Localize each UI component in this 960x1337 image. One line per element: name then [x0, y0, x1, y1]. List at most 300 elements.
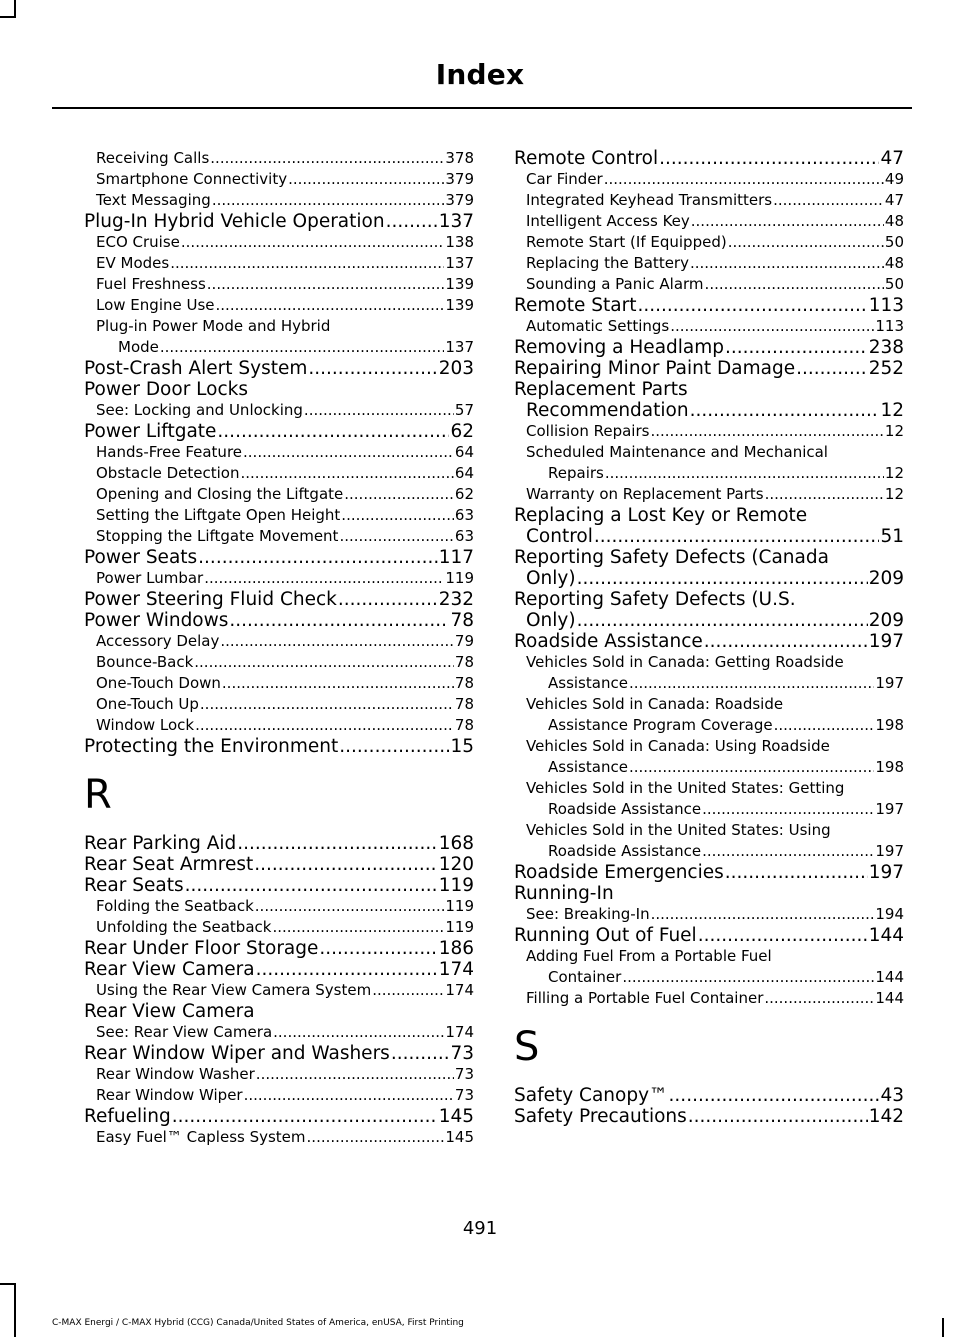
crop-mark: [0, 1283, 16, 1285]
index-page-ref: 120: [438, 854, 474, 875]
index-entry: [84, 736, 474, 757]
index-page-ref: 12: [884, 485, 904, 503]
index-subentry: [514, 652, 904, 694]
dot-leader: [659, 148, 879, 169]
index-subentry: [514, 946, 904, 988]
header-divider: [52, 107, 912, 109]
index-subentry: [514, 316, 904, 337]
index-entry: [84, 938, 474, 959]
dot-leader: [728, 232, 884, 253]
index-page-ref: 198: [875, 716, 904, 734]
dot-leader: [160, 337, 444, 358]
index-page-ref: 198: [875, 758, 904, 776]
index-entry-text: Remote Control: [514, 148, 659, 169]
index-entry-text: Roadside Assistance: [548, 842, 702, 860]
dot-leader: [604, 169, 884, 190]
dot-leader: [577, 610, 868, 631]
index-subentry: [84, 505, 474, 526]
section-letter: S: [514, 1024, 540, 1070]
index-entry-text: Mode: [118, 338, 159, 356]
index-entry-text: Receiving Calls: [96, 149, 210, 167]
dot-leader: [198, 547, 438, 568]
index-subentry: [514, 190, 904, 211]
index-entry-text: Assistance Program Coverage: [548, 716, 773, 734]
index-entry-text: See: Locking and Unlocking: [96, 401, 303, 419]
index-entry-text: Container: [548, 968, 622, 986]
dot-leader: [288, 169, 444, 190]
index-subentry: [84, 253, 474, 274]
index-entry: [84, 547, 474, 568]
index-entry: Power Door Locks: [84, 379, 249, 400]
index-page-ref: 78: [454, 653, 474, 671]
index-entry-text: Only): [526, 568, 576, 589]
index-entry: [514, 547, 904, 589]
index-entry-text: Vehicles Sold in Canada: Getting Roadside: [526, 653, 844, 671]
dot-leader: [577, 568, 868, 589]
index-entry: [514, 148, 904, 169]
index-entry-text: Plug-In Hybrid Vehicle Operation: [84, 211, 385, 232]
index-entry-text: Power Liftgate: [84, 421, 217, 442]
index-entry-text: Fuel Freshness: [96, 275, 206, 293]
index-entry-text: Power Steering Fluid Check: [84, 589, 337, 610]
dot-leader: [212, 190, 445, 211]
dot-leader: [622, 967, 874, 988]
index-entry-text: Remote Start: [514, 295, 637, 316]
index-entry: [514, 1106, 904, 1127]
index-entry-text: Rear Window Wiper: [96, 1086, 243, 1104]
dot-leader: [307, 1127, 445, 1148]
index-page-ref: 197: [868, 862, 904, 883]
index-page-ref: 12: [880, 400, 904, 421]
dot-leader: [170, 253, 444, 274]
index-page-ref: 51: [880, 526, 904, 547]
dot-leader: [725, 337, 868, 358]
index-entry-text: Vehicles Sold in the United States: Using: [526, 821, 831, 839]
index-entry-continuation: [96, 337, 474, 358]
index-entry-text: Intelligent Access Key: [526, 212, 690, 230]
index-page-ref: 194: [875, 905, 904, 923]
index-entry-text: Assistance: [548, 674, 628, 692]
index-subentry: [84, 673, 474, 694]
dot-leader: [255, 896, 445, 917]
index-subentry: [84, 316, 474, 358]
dot-leader: [690, 400, 880, 421]
index-subentry: [84, 896, 474, 917]
index-entry: [84, 358, 474, 379]
index-entry-text: Integrated Keyhead Transmitters: [526, 191, 773, 209]
index-entry-continuation: [514, 400, 904, 421]
index-page-ref: 119: [445, 897, 474, 915]
index-entry-text: Assistance: [548, 758, 628, 776]
dot-leader: [705, 274, 884, 295]
index-subentry: [84, 232, 474, 253]
index-entry-text: Filling a Portable Fuel Container: [526, 989, 764, 1007]
index-entry-text: Collision Repairs: [526, 422, 650, 440]
index-page-ref: 378: [445, 149, 474, 167]
index-page-ref: 174: [445, 981, 474, 999]
index-page-ref: 43: [880, 1085, 904, 1106]
index-page-ref: 137: [445, 254, 474, 272]
dot-leader: [200, 694, 454, 715]
index-subentry: [84, 1127, 474, 1148]
index-entry: [84, 854, 474, 875]
index-entry-text: Control: [526, 526, 593, 547]
index-entry-text: Rear Window Washer: [96, 1065, 255, 1083]
dot-leader: [185, 875, 438, 896]
index-subentry: [514, 211, 904, 232]
dot-leader: [629, 673, 874, 694]
index-page-ref: 197: [868, 631, 904, 652]
index-entry: [514, 631, 904, 652]
index-entry-text: Roadside Emergencies: [514, 862, 724, 883]
index-subentry: [514, 736, 904, 778]
index-subentry: [514, 904, 904, 925]
index-entry-text: Unfolding the Seatback: [96, 918, 272, 936]
index-page-ref: 145: [445, 1128, 474, 1146]
dot-leader: [774, 715, 875, 736]
index-entry-text: Running Out of Fuel: [514, 925, 697, 946]
dot-leader: [256, 1064, 454, 1085]
dot-leader: [217, 421, 449, 442]
index-entry: [514, 505, 904, 547]
index-entry-text: Obstacle Detection: [96, 464, 240, 482]
index-page-ref: 63: [454, 527, 474, 545]
dot-leader: [272, 917, 444, 938]
dot-leader: [339, 736, 449, 757]
index-subentry: [514, 778, 904, 820]
footer-note: C-MAX Energi / C-MAX Hybrid (CCG) Canada/United States of America, enUSA, First Printing: [52, 1318, 464, 1328]
dot-leader: [181, 232, 444, 253]
index-entry-text: Replacing the Battery: [526, 254, 689, 272]
dot-leader: [222, 673, 454, 694]
dot-leader: [244, 1085, 454, 1106]
index-page-ref: 78: [454, 716, 474, 734]
index-entry-continuation: [514, 568, 904, 589]
dot-leader: [765, 484, 884, 505]
dot-leader: [195, 715, 454, 736]
index-page-ref: 238: [868, 337, 904, 358]
index-entry-text: See: Breaking-In: [526, 905, 650, 923]
dot-leader: [688, 1106, 868, 1127]
index-page-ref: 78: [454, 674, 474, 692]
index-entry-continuation: [526, 715, 904, 736]
index-page-ref: 144: [875, 989, 904, 1007]
index-page-ref: 12: [884, 464, 904, 482]
index-entry-text: Power Seats: [84, 547, 198, 568]
index-entry-text: ECO Cruise: [96, 233, 180, 251]
index-entry-text: Rear Parking Aid: [84, 833, 237, 854]
index-entry-text: See: Rear View Camera: [96, 1023, 273, 1041]
index-subentry: [514, 253, 904, 274]
index-entry-text: Vehicles Sold in the United States: Getting: [526, 779, 845, 797]
index-page-ref: 138: [445, 233, 474, 251]
index-page-ref: 62: [454, 485, 474, 503]
index-entry-text: Roadside Assistance: [548, 800, 702, 818]
index-subentry: [514, 232, 904, 253]
index-subentry: [514, 820, 904, 862]
index-entry-text: Rear Seat Armrest: [84, 854, 254, 875]
index-entry-text: Removing a Headlamp: [514, 337, 725, 358]
index-entry: [514, 589, 904, 631]
dot-leader: [229, 610, 449, 631]
index-page-ref: 113: [868, 295, 904, 316]
dot-leader: [273, 1022, 444, 1043]
dot-leader: [341, 505, 454, 526]
index-page-ref: 379: [445, 170, 474, 188]
index-entry-text: Stopping the Liftgate Movement: [96, 527, 339, 545]
dot-leader: [605, 463, 884, 484]
index-entry-text: Automatic Settings: [526, 317, 670, 335]
dot-leader: [304, 400, 454, 421]
index-entry-continuation: [526, 757, 904, 778]
dot-leader: [254, 854, 437, 875]
dot-leader: [698, 925, 868, 946]
index-entry: [84, 875, 474, 896]
index-entry-text: Car Finder: [526, 170, 603, 188]
index-page-ref: 119: [438, 875, 474, 896]
index-entry: [514, 358, 904, 379]
index-entry-text: EV Modes: [96, 254, 170, 272]
index-page-ref: 197: [875, 842, 904, 860]
index-page-ref: 50: [884, 275, 904, 293]
index-entry: [84, 1106, 474, 1127]
index-subentry: [84, 715, 474, 736]
index-entry-text: One-Touch Up: [96, 695, 199, 713]
index-page-ref: 252: [868, 358, 904, 379]
index-entry-continuation: [526, 463, 904, 484]
index-page-ref: 232: [438, 589, 474, 610]
index-entry-continuation: [526, 799, 904, 820]
index-entry: [84, 610, 474, 631]
index-entry-text: One-Touch Down: [96, 674, 221, 692]
index-page-ref: 49: [884, 170, 904, 188]
index-subentry: [84, 484, 474, 505]
index-entry: Rear View Camera: [84, 1001, 255, 1022]
dot-leader: [650, 421, 883, 442]
index-page-ref: 15: [450, 736, 474, 757]
index-entry: [514, 379, 904, 421]
index-page-ref: 78: [450, 610, 474, 631]
index-page-ref: 209: [868, 568, 904, 589]
index-subentry: [84, 295, 474, 316]
index-entry: [84, 833, 474, 854]
index-page-ref: 57: [454, 401, 474, 419]
index-entry: [84, 421, 474, 442]
index-entry-text: Power Windows: [84, 610, 229, 631]
index-entry: [514, 337, 904, 358]
index-entry-text: Opening and Closing the Liftgate: [96, 485, 344, 503]
dot-leader: [764, 988, 874, 1009]
dot-leader: [344, 484, 454, 505]
index-entry-text: Rear Seats: [84, 875, 184, 896]
crop-mark: [0, 16, 16, 18]
dot-leader: [773, 190, 884, 211]
index-subentry: [84, 631, 474, 652]
index-page-ref: 79: [454, 632, 474, 650]
index-entry-continuation: [514, 526, 904, 547]
crop-mark: [14, 1283, 16, 1337]
section-letter: R: [84, 772, 112, 818]
index-subentry: [514, 484, 904, 505]
index-subentry: [84, 463, 474, 484]
index-entry-text: Recommendation: [526, 400, 689, 421]
index-entry-text: Post-Crash Alert System: [84, 358, 308, 379]
index-entry-text: Reporting Safety Defects (Canada: [514, 547, 829, 568]
index-subentry: [84, 1085, 474, 1106]
index-entry-continuation: [526, 967, 904, 988]
index-entry-text: Adding Fuel From a Portable Fuel: [526, 947, 772, 965]
dot-leader: [637, 295, 867, 316]
index-subentry: [84, 526, 474, 547]
index-entry: [84, 959, 474, 980]
crop-mark: [942, 1318, 944, 1337]
index-subentry: [514, 442, 904, 484]
index-subentry: [514, 274, 904, 295]
dot-leader: [207, 274, 445, 295]
index-entry-text: Sounding a Panic Alarm: [526, 275, 704, 293]
index-subentry: [84, 1064, 474, 1085]
index-page-ref: 174: [438, 959, 474, 980]
index-page-ref: 50: [884, 233, 904, 251]
index-subentry: [84, 980, 474, 1001]
index-subentry: [84, 148, 474, 169]
index-page-ref: 197: [875, 674, 904, 692]
index-page-ref: 379: [445, 191, 474, 209]
index-entry-text: Safety Precautions: [514, 1106, 687, 1127]
index-entry-text: Scheduled Maintenance and Mechanical: [526, 443, 828, 461]
index-entry: [84, 1043, 474, 1064]
index-page-ref: 137: [445, 338, 474, 356]
index-page-ref: 145: [438, 1106, 474, 1127]
index-page-ref: 47: [884, 191, 904, 209]
index-subentry: [514, 988, 904, 1009]
index-entry-continuation: [526, 841, 904, 862]
index-page-ref: 174: [445, 1023, 474, 1041]
index-page-ref: 139: [445, 275, 474, 293]
dot-leader: [669, 1085, 880, 1106]
index-entry-text: Refueling: [84, 1106, 171, 1127]
index-entry: [514, 862, 904, 883]
index-page-ref: 117: [438, 547, 474, 568]
dot-leader: [651, 904, 875, 925]
index-page-ref: 113: [875, 317, 904, 335]
index-page-ref: 73: [454, 1065, 474, 1083]
index-entry: [84, 589, 474, 610]
index-subentry: [84, 169, 474, 190]
index-entry-text: Repairs: [548, 464, 604, 482]
index-entry-text: Low Engine Use: [96, 296, 215, 314]
index-page-ref: 62: [450, 421, 474, 442]
index-page-ref: 209: [868, 610, 904, 631]
dot-leader: [220, 631, 454, 652]
dot-leader: [194, 652, 454, 673]
dot-leader: [216, 295, 445, 316]
dot-leader: [704, 631, 868, 652]
dot-leader: [386, 211, 438, 232]
dot-leader: [629, 757, 874, 778]
index-page-ref: 73: [454, 1086, 474, 1104]
index-entry-text: Rear Under Floor Storage: [84, 938, 319, 959]
index-page-ref: 73: [450, 1043, 474, 1064]
index-subentry: [84, 400, 474, 421]
index-entry-text: Rear Window Wiper and Washers: [84, 1043, 390, 1064]
index-entry-text: Easy Fuel™ Capless System: [96, 1128, 306, 1146]
dot-leader: [702, 799, 874, 820]
index-entry-text: Replacement Parts: [514, 379, 688, 400]
index-page-ref: 63: [454, 506, 474, 524]
page-title: Index: [435, 58, 525, 91]
dot-leader: [391, 1043, 450, 1064]
dot-leader: [702, 841, 874, 862]
dot-leader: [308, 358, 437, 379]
index-entry: [514, 295, 904, 316]
index-entry-text: Bounce-Back: [96, 653, 194, 671]
index-entry-text: Smartphone Connectivity: [96, 170, 288, 188]
index-column-right: [514, 148, 904, 1127]
index-entry-continuation: [514, 610, 904, 631]
index-column-left: [84, 148, 474, 1148]
index-subentry: [84, 190, 474, 211]
index-entry-text: Accessory Delay: [96, 632, 220, 650]
index-page-ref: 12: [884, 422, 904, 440]
index-entry-text: Remote Start (If Equipped): [526, 233, 727, 251]
dot-leader: [691, 211, 884, 232]
index-entry-text: Plug-in Power Mode and Hybrid: [96, 317, 331, 335]
index-entry-text: Replacing a Lost Key or Remote: [514, 505, 808, 526]
index-entry-text: Roadside Assistance: [514, 631, 703, 652]
index-subentry: [84, 442, 474, 463]
index-page-ref: 168: [438, 833, 474, 854]
dot-leader: [339, 526, 453, 547]
index-entry-text: Repairing Minor Paint Damage: [514, 358, 796, 379]
dot-leader: [210, 148, 444, 169]
index-page-ref: 119: [445, 918, 474, 936]
dot-leader: [243, 442, 454, 463]
dot-leader: [237, 833, 437, 854]
index-page-ref: 64: [454, 443, 474, 461]
index-entry: [514, 1085, 904, 1106]
index-entry-text: Warranty on Replacement Parts: [526, 485, 764, 503]
index-page-ref: 197: [875, 800, 904, 818]
index-subentry: [514, 694, 904, 736]
dot-leader: [204, 568, 444, 589]
index-subentry: [514, 169, 904, 190]
index-page-ref: 119: [445, 569, 474, 587]
index-subentry: [84, 274, 474, 295]
index-subentry: [84, 917, 474, 938]
index-page-ref: 48: [884, 254, 904, 272]
index-subentry: [514, 421, 904, 442]
index-page-ref: 142: [868, 1106, 904, 1127]
index-entry: Running-In: [514, 883, 614, 904]
index-page-ref: 78: [454, 695, 474, 713]
dot-leader: [172, 1106, 438, 1127]
index-entry: [514, 925, 904, 946]
dot-leader: [725, 862, 868, 883]
index-page-ref: 203: [438, 358, 474, 379]
index-page-ref: 137: [438, 211, 474, 232]
index-subentry: [84, 652, 474, 673]
index-entry-text: Vehicles Sold in Canada: Roadside: [526, 695, 784, 713]
dot-leader: [319, 938, 437, 959]
index-entry-text: Safety Canopy™: [514, 1085, 668, 1106]
index-entry: [84, 211, 474, 232]
index-entry-continuation: [526, 673, 904, 694]
index-entry-text: Vehicles Sold in Canada: Using Roadside: [526, 737, 830, 755]
index-page-ref: 186: [438, 938, 474, 959]
dot-leader: [241, 463, 454, 484]
index-entry-text: Folding the Seatback: [96, 897, 254, 915]
